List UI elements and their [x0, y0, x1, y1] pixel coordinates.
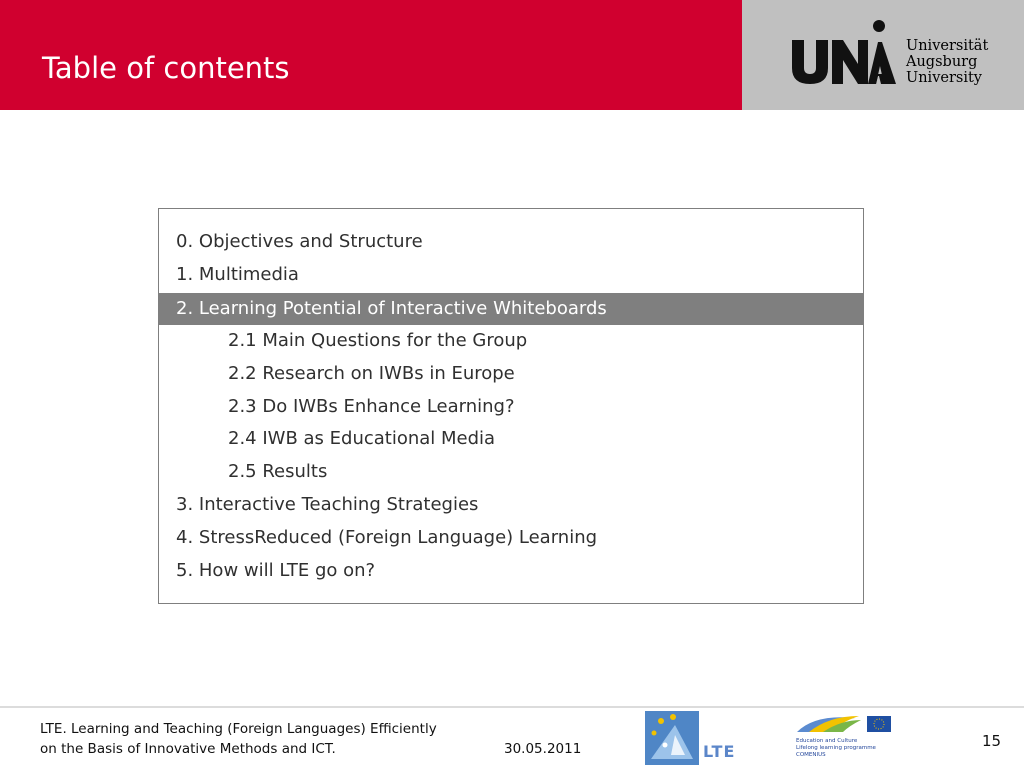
eu-programme-logo-icon [795, 710, 891, 738]
toc-item: 3. Interactive Teaching Strategies [176, 494, 479, 515]
toc-subitem: 2.4 IWB as Educational Media [228, 428, 496, 449]
footer-caption [40, 719, 437, 759]
footer-date: 30.05.2011 [504, 741, 582, 757]
toc-item: 4. StressReduced (Foreign Language) Learning [176, 527, 598, 548]
toc-item: 1. Multimedia [176, 264, 299, 285]
logo-line: Augsburg [906, 54, 978, 70]
eu-line: Lifelong learning programme [796, 745, 876, 751]
footer-divider [0, 706, 1024, 708]
university-logo-icon [790, 20, 898, 86]
lte-logo-text: LTE [703, 742, 736, 761]
eu-line: Education and Culture [796, 738, 858, 744]
page-number: 15 [982, 732, 1002, 750]
footer-line-2: on the Basis of Innovative Methods and ICT. [40, 741, 336, 757]
eu-programme-text [796, 738, 876, 759]
lte-logo-icon [645, 711, 699, 765]
toc-subitem: 2.1 Main Questions for the Group [228, 330, 528, 351]
toc-subitem: 2.2 Research on IWBs in Europe [228, 363, 515, 384]
toc-item: 5. How will LTE go on? [176, 560, 376, 581]
footer-line-1: LTE. Learning and Teaching (Foreign Languages) Efficiently [40, 721, 437, 737]
toc-subitem: 2.3 Do IWBs Enhance Learning? [228, 396, 515, 417]
toc-item-active: 2. Learning Potential of Interactive Whiteboards [159, 293, 863, 325]
logo-line: University [906, 70, 982, 86]
toc-item: 0. Objectives and Structure [176, 231, 423, 252]
logo-line: Universität [906, 38, 989, 54]
toc-box [158, 208, 864, 604]
university-name [906, 38, 988, 86]
toc-subitem: 2.5 Results [228, 461, 328, 482]
eu-line: COMENIUS [796, 752, 826, 758]
page-title: Table of contents [42, 51, 290, 85]
